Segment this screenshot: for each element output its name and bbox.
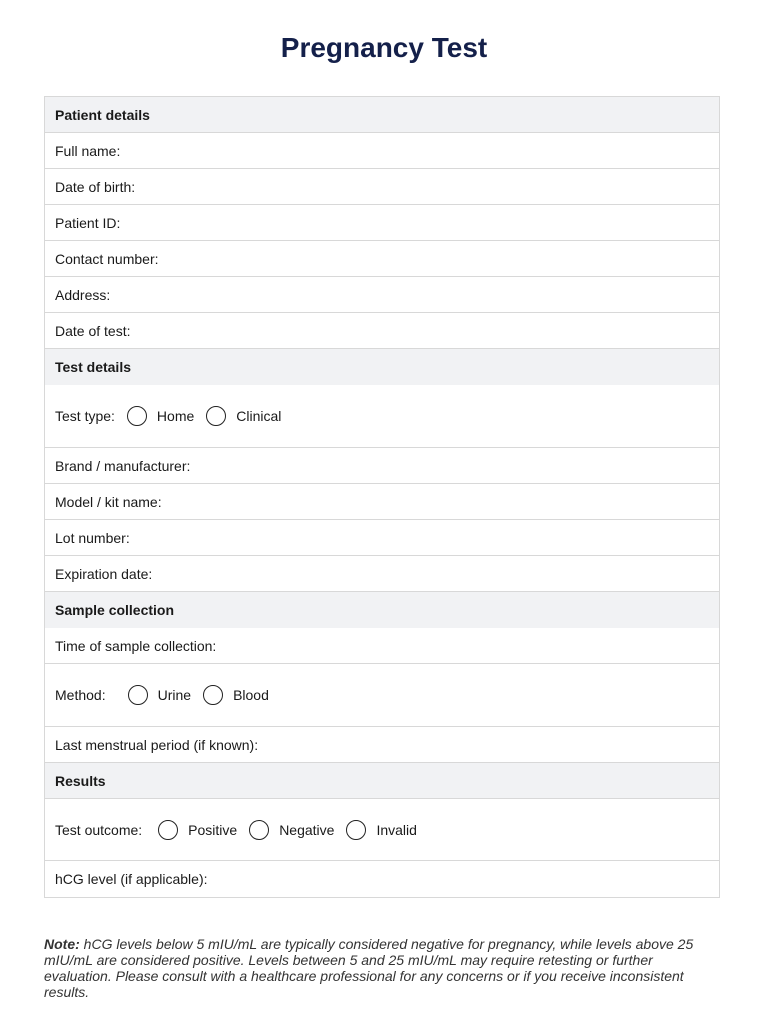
field-method <box>45 664 719 727</box>
radio-label: Blood <box>233 687 269 703</box>
test-outcome-options <box>146 820 417 840</box>
field-brand-manufacturer[interactable] <box>45 448 719 484</box>
field-model-kit-name[interactable] <box>45 484 719 520</box>
field-test-type <box>45 385 719 448</box>
method-options <box>116 685 269 705</box>
radio-circle-icon[interactable] <box>346 820 366 840</box>
field-label: Test outcome: <box>55 821 143 838</box>
field-label: Brand / manufacturer: <box>55 457 191 474</box>
radio-label: Positive <box>188 821 238 838</box>
field-label: Patient ID: <box>55 214 121 231</box>
section-header-results <box>45 763 719 799</box>
field-label: Full name: <box>55 142 121 159</box>
radio-option-negative[interactable] <box>249 820 334 840</box>
test-type-options <box>115 406 281 426</box>
field-label: Date of birth: <box>55 178 136 195</box>
radio-option-home[interactable] <box>127 406 194 426</box>
field-lot-number[interactable] <box>45 520 719 556</box>
section-header-patient-details <box>45 97 719 133</box>
field-label: Date of test: <box>55 322 131 339</box>
radio-circle-icon[interactable] <box>128 685 148 705</box>
radio-circle-icon[interactable] <box>127 406 147 426</box>
section-title: Test details <box>55 359 131 375</box>
radio-circle-icon[interactable] <box>203 685 223 705</box>
field-time-of-sample-collection[interactable] <box>45 628 719 664</box>
section-header-sample-collection <box>45 592 719 628</box>
radio-label: Negative <box>279 821 335 838</box>
note-text: hCG levels below 5 mIU/mL are typically considered negative for pregnancy, while levels above 25 mIU/mL are considered positive. Levels between 5 and 25 mIU/mL may require retesting or further evaluation. Please consult with a healthcare professional for any concerns or if you receive inconsistent results. <box>44 936 694 1000</box>
note-lead: Note: <box>44 936 80 952</box>
radio-option-blood[interactable] <box>203 685 269 705</box>
field-label: Address: <box>55 286 111 303</box>
radio-label: Invalid <box>376 821 417 838</box>
radio-label: Urine <box>157 687 192 703</box>
field-full-name[interactable] <box>45 133 719 169</box>
field-label: hCG level (if applicable): <box>55 871 208 887</box>
footnote <box>44 936 724 1000</box>
field-date-of-birth[interactable] <box>45 169 719 205</box>
field-contact-number[interactable] <box>45 241 719 277</box>
field-last-menstrual-period[interactable] <box>45 727 719 763</box>
radio-circle-icon[interactable] <box>158 820 178 840</box>
field-label: Model / kit name: <box>55 493 162 510</box>
field-label: Test type: <box>55 408 115 424</box>
field-label: Time of sample collection: <box>55 637 217 654</box>
field-label: Expiration date: <box>55 565 153 582</box>
page-title: Pregnancy Test <box>280 32 488 63</box>
radio-circle-icon[interactable] <box>249 820 269 840</box>
field-address[interactable] <box>45 277 719 313</box>
field-label: Contact number: <box>55 250 159 267</box>
radio-option-clinical[interactable] <box>206 406 281 426</box>
field-test-outcome <box>45 799 719 861</box>
radio-label: Home <box>156 408 195 424</box>
radio-option-positive[interactable] <box>158 820 237 840</box>
section-title: Sample collection <box>55 602 175 618</box>
pregnancy-test-form <box>44 96 720 898</box>
section-header-test-details <box>45 349 719 385</box>
radio-circle-icon[interactable] <box>206 406 226 426</box>
field-label: Last menstrual period (if known): <box>55 736 259 753</box>
field-label: Method: <box>55 687 106 703</box>
radio-label: Clinical <box>236 408 282 424</box>
field-hcg-level[interactable] <box>45 861 719 897</box>
radio-option-invalid[interactable] <box>346 820 416 840</box>
field-date-of-test[interactable] <box>45 313 719 349</box>
field-patient-id[interactable] <box>45 205 719 241</box>
radio-option-urine[interactable] <box>128 685 191 705</box>
section-title: Results <box>55 772 106 789</box>
field-expiration-date[interactable] <box>45 556 719 592</box>
field-label: Lot number: <box>55 529 130 546</box>
section-title: Patient details <box>55 106 150 123</box>
